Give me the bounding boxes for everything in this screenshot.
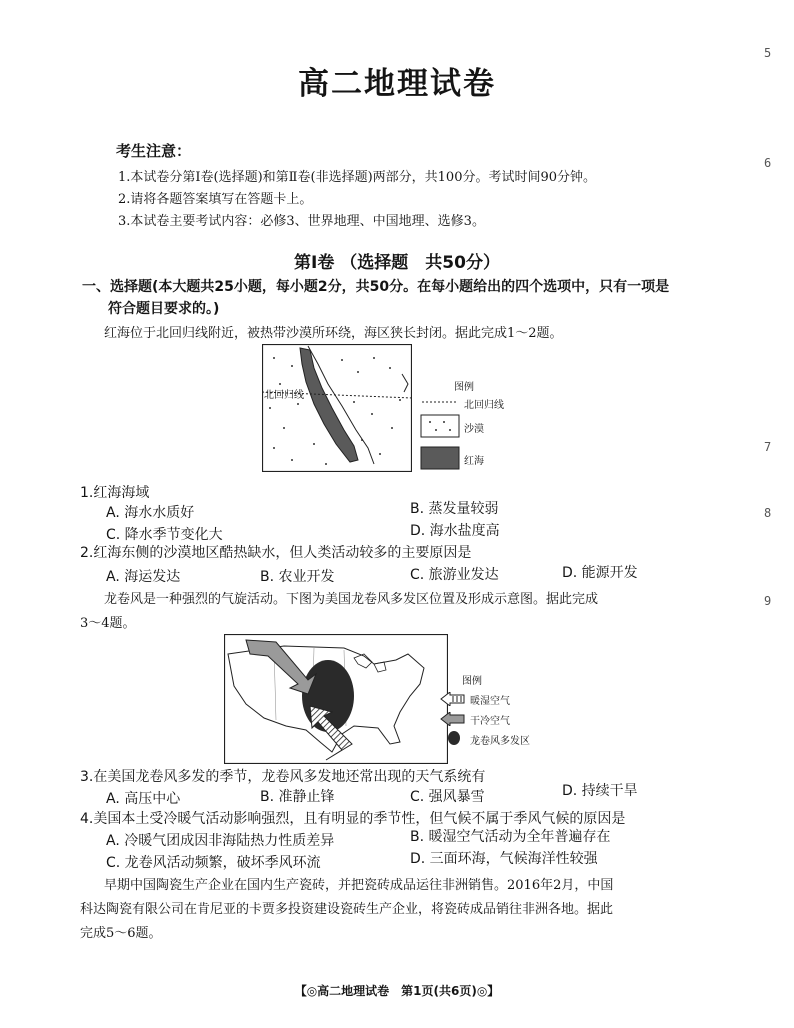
question-3-option-a[interactable]: A. 高压中心 bbox=[106, 791, 181, 807]
map2-legend-tornado-area: 龙卷风多发区 bbox=[470, 736, 530, 747]
question-1-option-b[interactable]: B. 蒸发量较弱 bbox=[410, 501, 499, 517]
section-title: 第Ⅰ卷 （选择题 共50分） bbox=[294, 253, 500, 273]
question-4-option-a[interactable]: A. 冷暖气团成因非海陆热力性质差异 bbox=[106, 833, 335, 849]
notice-item-3: 3.本试卷主要考试内容：必修3、世界地理、中国地理、选修3。 bbox=[118, 214, 485, 229]
map2-legend-cold-air: 干冷空气 bbox=[470, 716, 510, 727]
margin-mark: 7 bbox=[764, 440, 772, 454]
margin-mark: 6 bbox=[764, 156, 772, 170]
legend-cold-air-icon bbox=[440, 712, 466, 726]
question-2-stem: 2.红海东侧的沙漠地区酷热缺水，但人类活动较多的主要原因是 bbox=[80, 545, 472, 561]
question-2-option-d[interactable]: D. 能源开发 bbox=[562, 565, 638, 581]
legend-desert-icon bbox=[420, 414, 460, 438]
question-1-stem: 1.红海海域 bbox=[80, 485, 150, 501]
margin-mark: 8 bbox=[764, 506, 772, 520]
map1-legend-red-sea: 红海 bbox=[464, 456, 484, 467]
passage-tornado-line1: 龙卷风是一种强烈的气旋活动。下图为美国龙卷风多发区位置及形成示意图。据此完成 bbox=[104, 592, 599, 607]
red-sea-map bbox=[262, 344, 412, 472]
passage-ceramics-line1: 早期中国陶瓷生产企业在国内生产瓷砖，并把瓷砖成品运往非洲销售。2016年2月，中国 bbox=[104, 878, 614, 893]
page-footer: 【◎高二地理试卷 第1页(共6页)◎】 bbox=[294, 984, 500, 998]
passage-ceramics-line2: 科达陶瓷有限公司在肯尼亚的卡贾多投资建设瓷砖生产企业，将瓷砖成品销往非洲各地。据此 bbox=[80, 902, 614, 917]
map1-legend-tropic: 北回归线 bbox=[464, 400, 504, 411]
part-instruction-line1: 一、选择题(本大题共25小题，每小题2分，共50分。在每小题给出的四个选项中，只有一项是 bbox=[82, 279, 670, 295]
margin-mark: 5 bbox=[764, 46, 772, 60]
notice-item-1: 1.本试卷分第Ⅰ卷(选择题)和第Ⅱ卷(非选择题)两部分，共100分。考试时间90分钟。 bbox=[118, 170, 597, 185]
part-instruction-line2: 符合题目要求的。) bbox=[108, 301, 220, 317]
question-4-option-c[interactable]: C. 龙卷风活动频繁，破坏季风环流 bbox=[106, 855, 321, 871]
tropic-label: 北回归线 bbox=[264, 390, 304, 401]
map1-legend-desert: 沙漠 bbox=[464, 424, 484, 435]
notice-item-2: 2.请将各题答案填写在答题卡上。 bbox=[118, 192, 313, 207]
map2-legend-warm-air: 暖湿空气 bbox=[470, 696, 510, 707]
usa-tornado-map bbox=[224, 634, 448, 764]
question-1-option-c[interactable]: C. 降水季节变化大 bbox=[106, 527, 223, 543]
passage-tornado-line2: 3～4题。 bbox=[80, 616, 136, 631]
legend-tropic-line-icon bbox=[420, 398, 460, 406]
passage-red-sea: 红海位于北回归线附近，被热带沙漠所环绕，海区狭长封闭。据此完成1～2题。 bbox=[104, 326, 563, 341]
map1-legend-title: 图例 bbox=[454, 382, 474, 393]
question-4-option-b[interactable]: B. 暖湿空气活动为全年普遍存在 bbox=[410, 829, 611, 845]
margin-mark: 9 bbox=[764, 594, 772, 608]
question-2-option-b[interactable]: B. 农业开发 bbox=[260, 569, 335, 585]
question-2-option-a[interactable]: A. 海运发达 bbox=[106, 569, 181, 585]
legend-warm-air-icon bbox=[440, 692, 466, 706]
page-title: 高二地理试卷 bbox=[298, 66, 496, 102]
notice-heading: 考生注意： bbox=[116, 142, 192, 160]
legend-tornado-area-icon bbox=[446, 730, 462, 746]
question-3-option-c[interactable]: C. 强风暴雪 bbox=[410, 789, 485, 805]
question-2-option-c[interactable]: C. 旅游业发达 bbox=[410, 567, 499, 583]
question-1-option-d[interactable]: D. 海水盐度高 bbox=[410, 523, 500, 539]
map2-legend-title: 图例 bbox=[462, 676, 482, 687]
legend-red-sea-icon bbox=[420, 446, 460, 470]
question-1-option-a[interactable]: A. 海水水质好 bbox=[106, 505, 195, 521]
question-3-option-b[interactable]: B. 准静止锋 bbox=[260, 789, 335, 805]
question-4-option-d[interactable]: D. 三面环海，气候海洋性较强 bbox=[410, 851, 598, 867]
question-4-stem: 4.美国本土受冷暖气活动影响强烈，且有明显的季节性，但气候不属于季风气候的原因是 bbox=[80, 811, 626, 827]
question-3-option-d[interactable]: D. 持续干旱 bbox=[562, 783, 638, 799]
question-3-stem: 3.在美国龙卷风多发的季节，龙卷风多发地还常出现的天气系统有 bbox=[80, 769, 486, 785]
passage-ceramics-line3: 完成5～6题。 bbox=[80, 926, 162, 941]
